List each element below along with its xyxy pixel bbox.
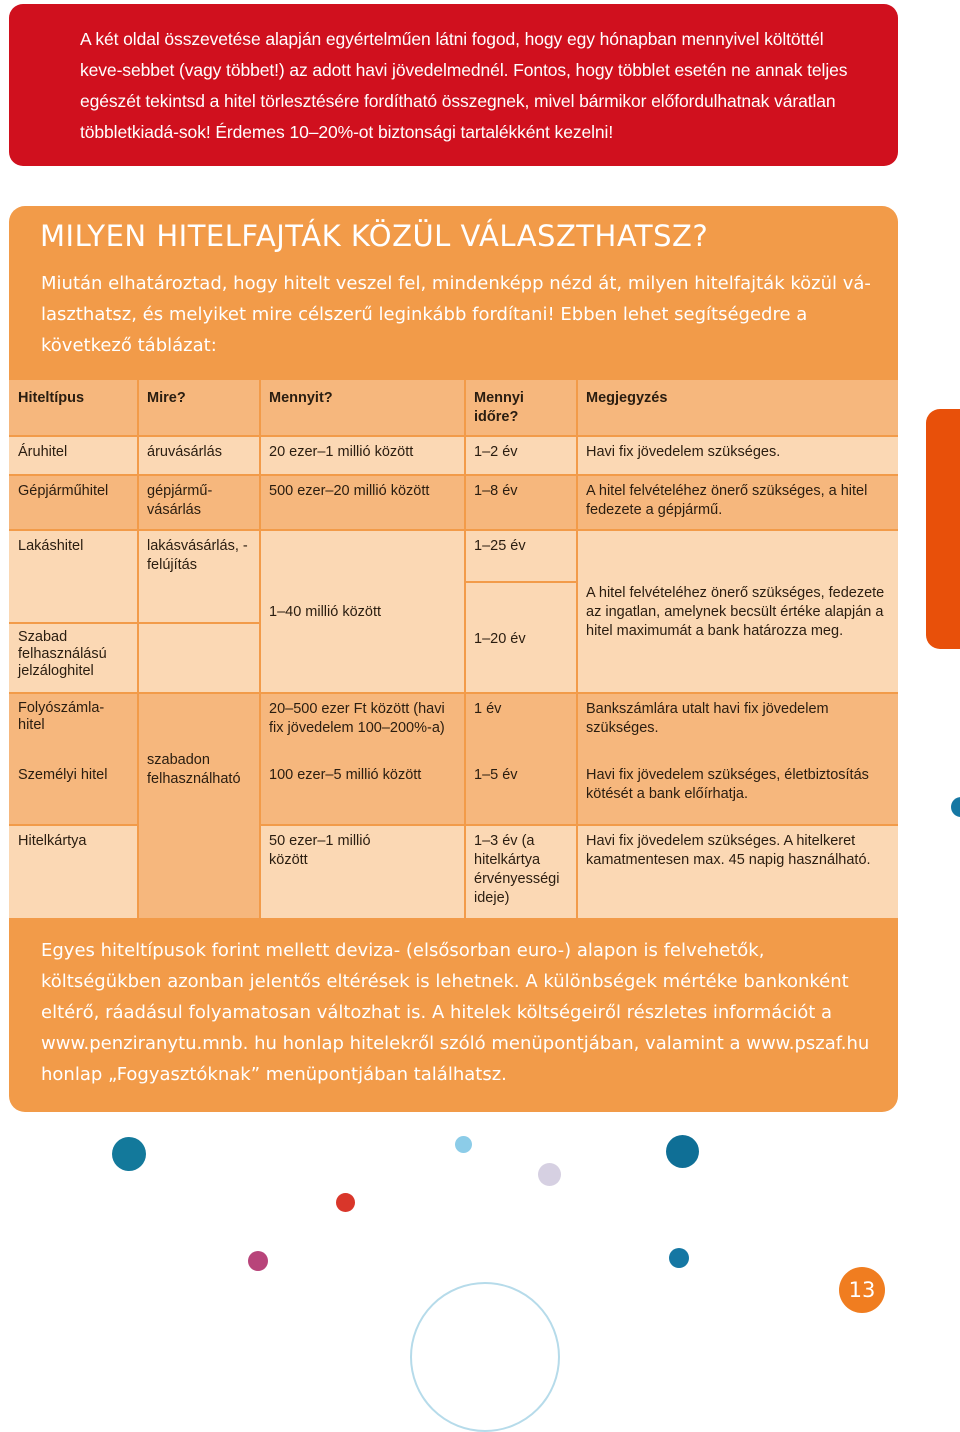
mortgage-note: A hitel felvételéhez önerő szükséges, fedezete az ingatlan, amelynek becsült értéke alapján a hitel maximumát a bank határozza meg. [577,530,898,693]
header-cell-note: Megjegyzés [577,380,898,436]
grid-line [9,692,898,694]
row-szemelyi-amount: 100 ezer–5 millió között [260,760,465,825]
row-szemelyi-duration: 1–5 év [465,760,577,825]
row-hitelkartya-note: Havi fix jövedelem szükséges. A hitelkeret kamatmentesen max. 45 napig használható. [577,825,898,918]
decorative-dot [669,1248,689,1268]
row-gepjarmu-amount: 500 ezer–20 millió között [260,475,465,530]
header-cell-duration: Mennyi időre? [465,380,577,436]
side-tab [926,409,960,649]
decorative-dot [455,1136,472,1153]
grid-line [464,380,466,918]
loan-types-table [9,380,898,918]
row-hitelkartya-type: Hitelkártya [9,825,138,918]
free-purpose: szabadon felhasználható [138,693,260,918]
decorative-dot [951,797,960,817]
header-cell-purpose: Mire? [138,380,260,436]
section-intro: Miután elhatároztad, hogy hitelt veszel fel, mindenképp nézd át, milyen hitelfajták közül vá-laszthatsz, és melyiket mire célszerű leginkább fordítani! Ebben lehet segítségedre a következő táblázat: [41,273,871,356]
row-gepjarmu-note: A hitel felvételéhez önerő szükséges, a hitel fedezete a gépjármű. [577,475,898,530]
header-cell-type: Hiteltípus [9,380,138,436]
row-aruhitel-type: Áruhitel [9,436,138,475]
grid-line [465,581,577,583]
row-szabad-duration: 1–20 év [465,582,577,693]
grid-line [576,380,578,918]
section-title: MILYEN HITELFAJTÁK KÖZÜL VÁLASZTHATSZ? [40,219,709,253]
row-folyoszamla-note: Bankszámlára utalt havi fix jövedelem szükséges. [577,693,898,760]
grid-line [9,474,898,476]
page-number: 13 [839,1267,885,1313]
row-szemelyi-note: Havi fix jövedelem szükséges, életbiztosítás kötését a bank előírhatja. [577,760,898,825]
row-folyoszamla-amount: 20–500 ezer Ft között (havi fix jövedelem 100–200%-a) [260,693,465,760]
row-gepjarmu-duration: 1–8 év [465,475,577,530]
decorative-dot [248,1251,268,1271]
header-cell-amount: Mennyit? [260,380,465,436]
row-szemelyi-type: Személyi hitel [9,760,138,825]
row-lakas-purpose: lakásvásárlás, -felújítás [138,530,260,623]
row-szabad-type: Szabad felhasználású jelzáloghitel [9,623,138,693]
row-folyoszamla-duration: 1 év [465,693,577,760]
row-hitelkartya-amount: 50 ezer–1 millió között [260,825,465,918]
row-gepjarmu-type: Gépjárműhitel [9,475,138,530]
footer-note: Egyes hiteltípusok forint mellett deviza- (elsősorban euro-) alapon is felvehetők, költségükben azonban jelentős eltérések is lehetnek. A különbségek mértéke bankonként eltérő, ráadásul folyamatosan változhat is. A hitelek költségeiről részletes információt a www.penziranytu.mnb. hu honlap hitelekről szóló menüpontjában, valamint a www.pszaf.hu honlap „Fogyasztóknak” menüpontjában találhatsz. [41,940,870,1085]
grid-line [9,622,260,624]
row-hitelkartya-duration: 1–3 év (a hitelkártya érvényességi ideje) [465,825,577,918]
row-aruhitel-purpose: áruvásárlás [138,436,260,475]
row-aruhitel-duration: 1–2 év [465,436,577,475]
warning-text: A két oldal összevetése alapján egyértelműen látni fogod, hogy egy hónapban mennyivel költöttél keve-sebbet (vagy többet!) az adott havi jövedelmednél. Fontos, hogy többlet esetén ne annak teljes egészét tekintsd a hitel törlesztésére fordítható összegnek, mivel bármikor előfordulhatnak váratlan többletkiadá-sok! Érdemes 10–20%-ot biztonsági tartalékként kezelni! [80,29,848,142]
grid-line [9,435,898,437]
decorative-dot [112,1137,146,1171]
row-aruhitel-amount: 20 ezer–1 millió között [260,436,465,475]
decorative-dot [538,1163,561,1186]
grid-line [260,824,898,826]
row-szabad-purpose [138,623,260,693]
decorative-dot [666,1135,699,1168]
grid-line [9,824,138,826]
row-aruhitel-note: Havi fix jövedelem szükséges. [577,436,898,475]
row-folyoszamla-type: Folyószámla-hitel [9,693,138,760]
grid-line [259,380,261,918]
grid-line [137,380,139,918]
row-lakas-type: Lakáshitel [9,530,138,623]
row-gepjarmu-purpose: gépjármű-vásárlás [138,475,260,530]
decorative-circle-outline [410,1282,560,1432]
grid-line [9,529,898,531]
mortgage-amount: 1–40 millió között [260,530,465,693]
decorative-dot [336,1193,355,1212]
row-lakas-duration: 1–25 év [465,530,577,582]
